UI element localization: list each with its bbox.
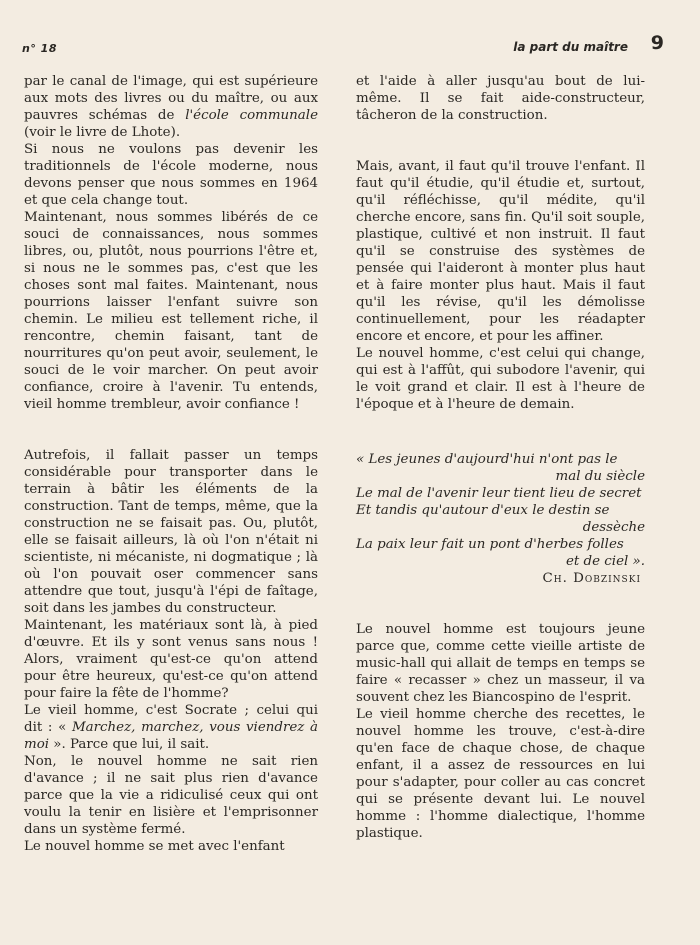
paragraph: Le nouvel homme est toujours jeune parce que, comme cette vieille artiste de music-hall qui allait de temps en temps se faire « recasser » chez un masseur, il va souvent chez les Biancospino de l'esprit. bbox=[356, 622, 645, 705]
poem-quote bbox=[356, 451, 645, 587]
poem-line: Le mal de l'avenir leur tient lieu de secret bbox=[356, 486, 642, 501]
paragraph: et l'aide à aller jusqu'au bout de lui-même. Il se fait aide-constructeur, tâcheron de la construction. bbox=[356, 74, 645, 123]
poem-line: dessèche bbox=[582, 520, 645, 535]
poem-author: Ch. Dobzinski bbox=[542, 571, 641, 586]
paragraph: Si nous ne voulons pas devenir les traditionnels de l'école moderne, nous devons penser que nous sommes en 1964 et que cela change tout. bbox=[24, 142, 318, 208]
paragraph: Le nouvel homme se met avec l'enfant bbox=[24, 839, 285, 854]
running-title: la part du maître bbox=[513, 40, 628, 54]
poem-line: mal du siècle bbox=[555, 469, 645, 484]
paragraph: Maintenant, les matériaux sont là, à pied d'œuvre. Et ils y sont venus sans nous ! Alors, vraiment qu'est-ce qu'on attend pour être heureux, qu'est-ce qu'on attend pour faire la fête de l'homme? bbox=[24, 618, 318, 701]
paragraph: par le canal de l'image, qui est supérieure aux mots des livres ou du maître, ou aux pauvres schémas de l'école communale (voir le livre de Lhote). bbox=[24, 74, 318, 140]
left-column bbox=[24, 73, 318, 855]
paragraph: Le vieil homme, c'est Socrate ; celui qui dit : « Marchez, marchez, vous viendrez à moi ». Parce que lui, il sait. bbox=[24, 703, 318, 752]
page-header bbox=[22, 32, 664, 58]
issue-number: n° 18 bbox=[22, 42, 57, 55]
paragraph: Non, le nouvel homme ne sait rien d'avance ; il ne sait plus rien d'avance parce que la vie a ridiculisé ceux qui ont voulu la tenir en lisière et l'emprisonner dans un système fermé. bbox=[24, 754, 318, 837]
poem-line: et de ciel ». bbox=[565, 554, 645, 569]
paragraph: Maintenant, nous sommes libérés de ce souci de connaissances, nous sommes libres, ou, plutôt, nous pourrions l'être et, si nous ne le sommes pas, c'est que les choses sont mal faites. Maintenant, nous pourrions laisser l'enfant suivre son chemin. Le milieu est tellement riche, il rencontre, chemin faisant, tant de nourritures qu'on peut avoir, seulement, le souci de le voir marcher. On peut avoir confiance, croire à l'avenir. Tu entends, vieil homme trembleur, avoir confiance ! bbox=[24, 210, 318, 412]
poem-line: « Les jeunes d'aujourd'hui n'ont pas le bbox=[356, 452, 618, 467]
paragraph: Mais, avant, il faut qu'il trouve l'enfant. Il faut qu'il étudie, qu'il étudie et, surtout, qu'il réfléchisse, qu'il médite, qu'il cherche encore, sans fin. Qu'il soit souple, plastique, cultivé et non instruit. Il faut qu'il se construise des systèmes de pensée qui l'aideront à monter plus haut et à faire monter plus haut. Mais il faut qu'il les révise, qu'il les démolisse continuellement, pour les réadapter encore et encore, et pour les affiner. bbox=[356, 159, 645, 344]
right-column bbox=[356, 73, 645, 842]
page-number: 9 bbox=[650, 32, 664, 54]
paragraph: Autrefois, il fallait passer un temps considérable pour transporter dans le terrain à bâtir les éléments de la construction. Tant de temps, même, que la construction ne se faisait pas. Ou, plutôt, elle se faisait ailleurs, là où l'on n'était ni scientiste, ni mécaniste, ni dogmatique ; là où l'on pouvait oser commencer sans attendre que tout, jusqu'à l'épi de faîtage, soit dans les jambes du constructeur. bbox=[24, 448, 318, 616]
poem-line: La paix leur fait un pont d'herbes folles bbox=[356, 537, 624, 552]
paragraph: Le vieil homme cherche des recettes, le nouvel homme les trouve, c'est-à-dire qu'en face de chaque chose, de chaque enfant, il a assez de ressources en lui pour s'adapter, pour coller au cas concret qui se présente devant lui. Le nouvel homme : l'homme dialectique, l'homme plastique. bbox=[356, 707, 645, 841]
poem-line: Et tandis qu'autour d'eux le destin se bbox=[356, 503, 610, 518]
paragraph: Le nouvel homme, c'est celui qui change, qui est à l'affût, qui subodore l'avenir, qui le voit grand et clair. Il est à l'heure de l'époque et à l'heure de demain. bbox=[356, 346, 645, 412]
